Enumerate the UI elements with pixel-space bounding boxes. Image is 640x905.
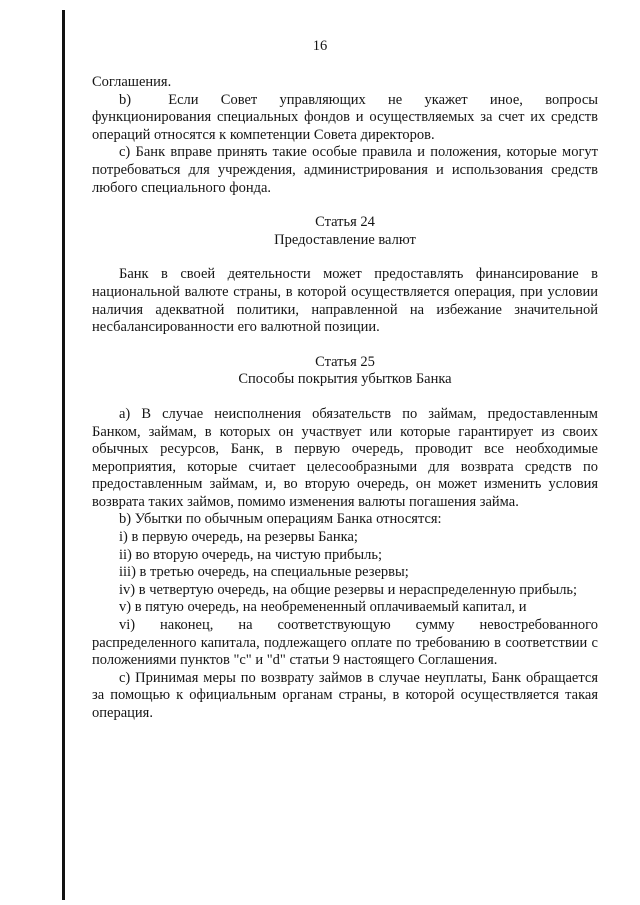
paragraph-b-special-funds: b) Если Совет управляющих не укажет иное, вопросы функционирования специальных фондов и осуществляемых за счет их средств операций относятся к компетенции Совета директоров. (92, 91, 598, 143)
loss-item-vi: vi) наконец, на соответствующую сумму невостребованного распределенного капитала, подлежащего оплате по требованию в соответствии с положениями пунктов "c" и "d" статьи 9 настоящего Соглашения. (92, 617, 598, 669)
article-25-paragraph-c: c) Принимая меры по возврату займов в случае неуплаты, Банк обращается за помощью к официальным органам страны, в которой осуществляется такая операция. (92, 669, 598, 721)
article-25-number: Статья 25 (315, 353, 375, 370)
loss-item-iii: iii) в третью очередь, на специальные резервы; (119, 564, 409, 581)
article-25-paragraph-b-intro: b) Убытки по обычным операциям Банка относятся: (119, 511, 442, 528)
binding-edge-line (62, 10, 65, 900)
loss-item-v: v) в пятую очередь, на необремененный оплачиваемый капитал, и (119, 599, 527, 616)
paragraph-c-special-rules: c) Банк вправе принять такие особые правила и положения, которые могут потребоваться для учреждения, администрирования и использования средств любого специального фонда. (92, 144, 598, 196)
article-24-number: Статья 24 (315, 214, 375, 231)
loss-item-ii: ii) во вторую очередь, на чистую прибыль; (119, 546, 383, 563)
article-25-title: Способы покрытия убытков Банка (238, 371, 452, 388)
loss-item-iv: iv) в четвертую очередь, на общие резервы и нераспределенную прибыль; (119, 581, 578, 598)
paragraph-continuation: Соглашения. (92, 74, 172, 90)
article-25-paragraph-a: а) В случае неисполнения обязательств по займам, предоставленным Банком, займам, в которых он участвует или которые гарантирует из своих обычных ресурсов, Банк, в первую очередь, проводит все необходимые мероприятия, которые считает целесообразными для возврата средств по предоставленным займам, и, во вторую очередь, он может изменить условия возврата таких займов, помимо изменения валюты погашения займа. (92, 405, 598, 510)
article-24-text: Банк в своей деятельности может предоставлять финансирование в национальной валюте страны, в которой осуществляется операция, при условии наличия адекватной политики, направленной на избежание значительной несбалансированности его валютной позиции. (92, 266, 598, 336)
loss-item-i: i) в первую очередь, на резервы Банка; (119, 529, 358, 546)
document-body (92, 74, 598, 723)
page-number: 16 (312, 38, 328, 54)
article-24-title: Предоставление валют (274, 231, 416, 248)
